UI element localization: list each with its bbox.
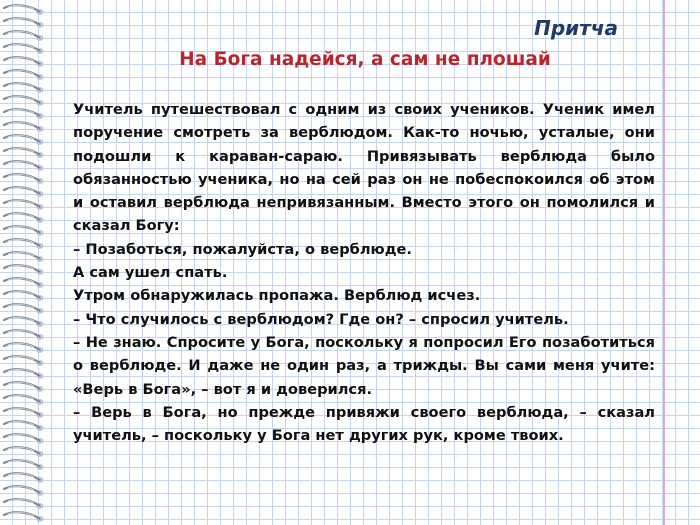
story-paragraph: – Что случилось с верблюдом? Где он? – спросил учитель. xyxy=(73,310,569,328)
story-paragraph: – Не знаю. Спросите у Бога, поскольку я попросил Его позаботиться о верблюде. И даже не один раз, а трижды. Вы сами меня учите: «Верь в Бога», – вот я и доверился. xyxy=(73,333,655,398)
story-paragraph: А сам ушел спать. xyxy=(73,264,228,282)
notebook-spiral-binding xyxy=(0,0,64,525)
story-paragraph: Учитель путешествовал с одним из своих учеников. Ученик имел поручение смотреть за верблюдом. Как-то ночью, усталые, они подошли к караван-сараю. Привязывать верблюда было обязанностью ученика, но на сей раз он не побеспокоился об этом и оставил верблюда непривязанным. Вместо этого он помолился и сказал Богу: xyxy=(73,101,655,235)
genre-label: Притча xyxy=(534,16,618,40)
story-paragraph: Утром обнаружилась пропажа. Верблюд исчез. xyxy=(73,287,481,305)
story-text xyxy=(73,98,655,447)
story-paragraph: – Позаботься, пожалуйста, о верблюде. xyxy=(73,240,412,258)
page-title: На Бога надейся, а сам не плошай xyxy=(179,49,551,70)
story-paragraph: – Верь в Бога, но прежде привяжи своего верблюда, – сказал учитель, – поскольку у Бога нет других рук, кроме твоих. xyxy=(73,403,655,445)
